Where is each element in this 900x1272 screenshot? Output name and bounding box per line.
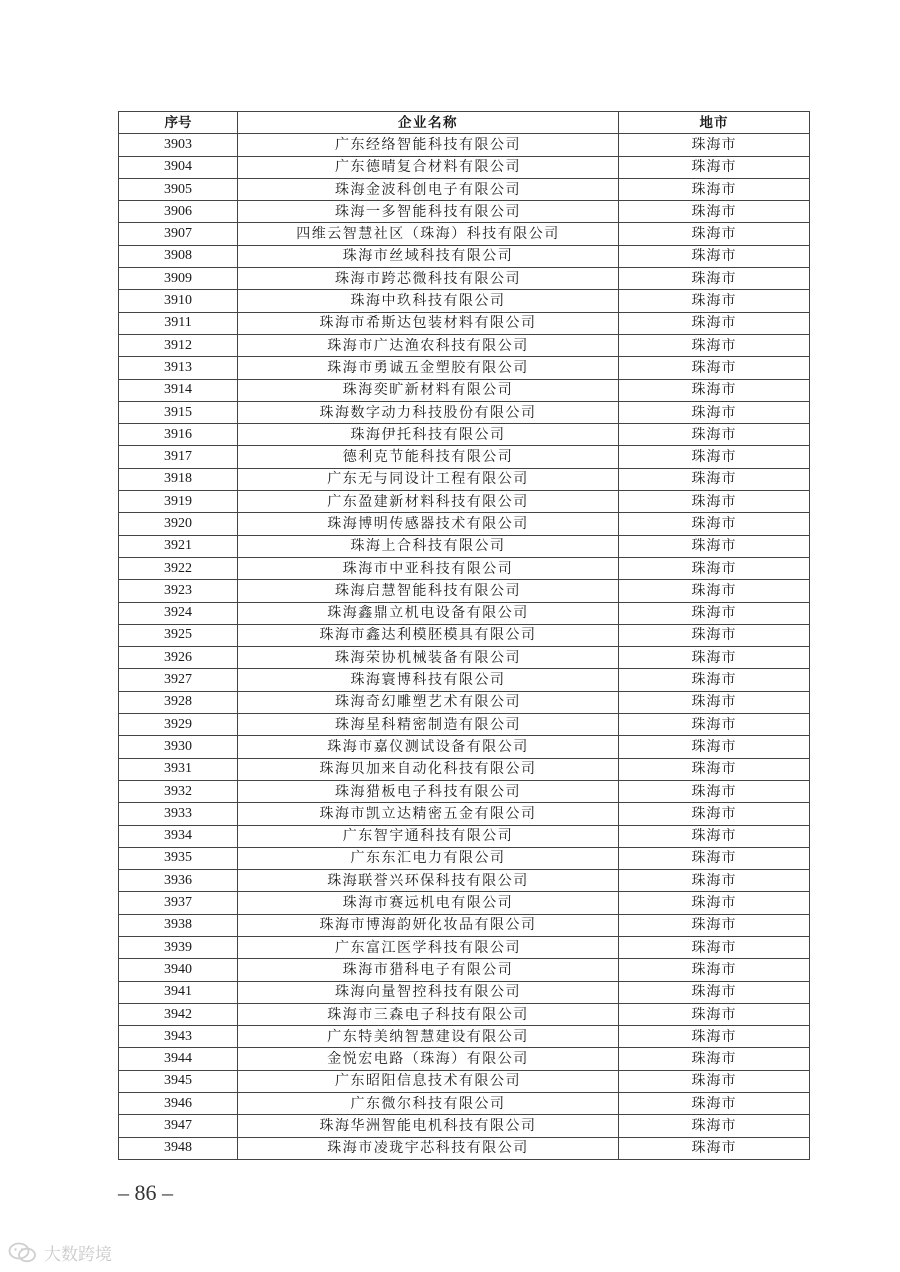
row-index: 3912 xyxy=(119,334,238,356)
row-index: 3942 xyxy=(119,1003,238,1025)
row-city: 珠海市 xyxy=(619,602,810,624)
row-index: 3920 xyxy=(119,513,238,535)
row-index: 3938 xyxy=(119,914,238,936)
row-index: 3936 xyxy=(119,870,238,892)
row-company-name: 广东无与同设计工程有限公司 xyxy=(238,468,619,490)
row-index: 3910 xyxy=(119,290,238,312)
row-company-name: 珠海市嘉仪测试设备有限公司 xyxy=(238,736,619,758)
table-row xyxy=(119,513,810,535)
table-row xyxy=(119,870,810,892)
table-row xyxy=(119,647,810,669)
row-city: 珠海市 xyxy=(619,914,810,936)
row-index: 3924 xyxy=(119,602,238,624)
row-city: 珠海市 xyxy=(619,624,810,646)
row-index: 3940 xyxy=(119,959,238,981)
table-row xyxy=(119,691,810,713)
row-city: 珠海市 xyxy=(619,401,810,423)
table-row xyxy=(119,1026,810,1048)
table-row xyxy=(119,424,810,446)
row-company-name: 广东东汇电力有限公司 xyxy=(238,847,619,869)
row-city: 珠海市 xyxy=(619,424,810,446)
table-body xyxy=(119,134,810,1160)
row-city: 珠海市 xyxy=(619,379,810,401)
table-row xyxy=(119,178,810,200)
row-city: 珠海市 xyxy=(619,736,810,758)
row-index: 3923 xyxy=(119,580,238,602)
row-city: 珠海市 xyxy=(619,468,810,490)
wechat-logo-icon xyxy=(8,1241,38,1265)
row-company-name: 珠海向量智控科技有限公司 xyxy=(238,981,619,1003)
row-company-name: 珠海数字动力科技股份有限公司 xyxy=(238,401,619,423)
row-index: 3926 xyxy=(119,647,238,669)
table-row xyxy=(119,736,810,758)
watermark xyxy=(8,1240,112,1265)
header-city: 地市 xyxy=(619,112,810,134)
table-row xyxy=(119,624,810,646)
watermark-text: 大数跨境 xyxy=(44,1245,112,1265)
row-index: 3927 xyxy=(119,669,238,691)
row-company-name: 珠海鑫鼎立机电设备有限公司 xyxy=(238,602,619,624)
table-row xyxy=(119,803,810,825)
row-company-name: 珠海市广达渔农科技有限公司 xyxy=(238,334,619,356)
row-company-name: 珠海寰博科技有限公司 xyxy=(238,669,619,691)
table-row xyxy=(119,1003,810,1025)
row-city: 珠海市 xyxy=(619,1115,810,1137)
row-index: 3922 xyxy=(119,557,238,579)
row-company-name: 珠海市博海韵妍化妆品有限公司 xyxy=(238,914,619,936)
table-row xyxy=(119,602,810,624)
row-city: 珠海市 xyxy=(619,580,810,602)
table-row xyxy=(119,1070,810,1092)
row-company-name: 珠海市猎科电子有限公司 xyxy=(238,959,619,981)
table-row xyxy=(119,156,810,178)
table-row xyxy=(119,847,810,869)
row-city: 珠海市 xyxy=(619,981,810,1003)
table-row xyxy=(119,491,810,513)
row-city: 珠海市 xyxy=(619,780,810,802)
row-index: 3905 xyxy=(119,178,238,200)
row-index: 3928 xyxy=(119,691,238,713)
row-city: 珠海市 xyxy=(619,714,810,736)
row-city: 珠海市 xyxy=(619,1048,810,1070)
row-index: 3918 xyxy=(119,468,238,490)
row-company-name: 珠海市鑫达利模胚模具有限公司 xyxy=(238,624,619,646)
row-company-name: 德利克节能科技有限公司 xyxy=(238,446,619,468)
row-city: 珠海市 xyxy=(619,334,810,356)
table-row xyxy=(119,780,810,802)
table-row xyxy=(119,1137,810,1159)
row-index: 3904 xyxy=(119,156,238,178)
row-city: 珠海市 xyxy=(619,825,810,847)
row-city: 珠海市 xyxy=(619,669,810,691)
row-index: 3921 xyxy=(119,535,238,557)
table-row xyxy=(119,825,810,847)
row-index: 3945 xyxy=(119,1070,238,1092)
table-row xyxy=(119,758,810,780)
table-row xyxy=(119,936,810,958)
table-row xyxy=(119,1093,810,1115)
row-index: 3930 xyxy=(119,736,238,758)
row-index: 3915 xyxy=(119,401,238,423)
row-index: 3947 xyxy=(119,1115,238,1137)
table-row xyxy=(119,669,810,691)
row-company-name: 珠海市勇诚五金塑胶有限公司 xyxy=(238,357,619,379)
row-company-name: 金悦宏电路（珠海）有限公司 xyxy=(238,1048,619,1070)
row-city: 珠海市 xyxy=(619,647,810,669)
row-index: 3929 xyxy=(119,714,238,736)
header-index: 序号 xyxy=(119,112,238,134)
table-row xyxy=(119,290,810,312)
row-index: 3908 xyxy=(119,245,238,267)
table-row xyxy=(119,334,810,356)
row-city: 珠海市 xyxy=(619,513,810,535)
table-row xyxy=(119,312,810,334)
row-company-name: 珠海博明传感器技术有限公司 xyxy=(238,513,619,535)
row-company-name: 珠海星科精密制造有限公司 xyxy=(238,714,619,736)
row-index: 3944 xyxy=(119,1048,238,1070)
row-city: 珠海市 xyxy=(619,446,810,468)
row-index: 3937 xyxy=(119,892,238,914)
row-index: 3933 xyxy=(119,803,238,825)
row-city: 珠海市 xyxy=(619,491,810,513)
row-index: 3916 xyxy=(119,424,238,446)
table-row xyxy=(119,959,810,981)
table-row xyxy=(119,580,810,602)
row-index: 3934 xyxy=(119,825,238,847)
row-city: 珠海市 xyxy=(619,959,810,981)
table-row xyxy=(119,401,810,423)
row-index: 3925 xyxy=(119,624,238,646)
row-company-name: 广东德晴复合材料有限公司 xyxy=(238,156,619,178)
row-company-name: 珠海贝加来自动化科技有限公司 xyxy=(238,758,619,780)
row-index: 3935 xyxy=(119,847,238,869)
row-company-name: 珠海中玖科技有限公司 xyxy=(238,290,619,312)
row-city: 珠海市 xyxy=(619,847,810,869)
row-company-name: 珠海市中亚科技有限公司 xyxy=(238,557,619,579)
row-company-name: 四维云智慧社区（珠海）科技有限公司 xyxy=(238,223,619,245)
row-company-name: 珠海猎板电子科技有限公司 xyxy=(238,780,619,802)
row-index: 3948 xyxy=(119,1137,238,1159)
row-city: 珠海市 xyxy=(619,1093,810,1115)
table-row xyxy=(119,245,810,267)
row-city: 珠海市 xyxy=(619,1070,810,1092)
table-row xyxy=(119,535,810,557)
row-company-name: 广东富江医学科技有限公司 xyxy=(238,936,619,958)
row-index: 3903 xyxy=(119,134,238,156)
table-row xyxy=(119,201,810,223)
page-number: – 86 – xyxy=(118,1180,173,1205)
row-city: 珠海市 xyxy=(619,758,810,780)
table-row xyxy=(119,981,810,1003)
row-city: 珠海市 xyxy=(619,803,810,825)
row-city: 珠海市 xyxy=(619,156,810,178)
row-company-name: 广东昭阳信息技术有限公司 xyxy=(238,1070,619,1092)
row-index: 3911 xyxy=(119,312,238,334)
table-row xyxy=(119,1115,810,1137)
row-company-name: 珠海联誉兴环保科技有限公司 xyxy=(238,870,619,892)
row-city: 珠海市 xyxy=(619,312,810,334)
row-index: 3909 xyxy=(119,268,238,290)
table-row xyxy=(119,379,810,401)
row-city: 珠海市 xyxy=(619,357,810,379)
row-company-name: 珠海上合科技有限公司 xyxy=(238,535,619,557)
row-index: 3907 xyxy=(119,223,238,245)
row-company-name: 广东盈建新材料科技有限公司 xyxy=(238,491,619,513)
row-index: 3913 xyxy=(119,357,238,379)
row-city: 珠海市 xyxy=(619,557,810,579)
row-company-name: 广东智宇通科技有限公司 xyxy=(238,825,619,847)
row-company-name: 珠海华洲智能电机科技有限公司 xyxy=(238,1115,619,1137)
row-city: 珠海市 xyxy=(619,223,810,245)
row-index: 3919 xyxy=(119,491,238,513)
table-row xyxy=(119,914,810,936)
row-city: 珠海市 xyxy=(619,268,810,290)
row-company-name: 珠海一多智能科技有限公司 xyxy=(238,201,619,223)
row-index: 3917 xyxy=(119,446,238,468)
row-city: 珠海市 xyxy=(619,290,810,312)
row-city: 珠海市 xyxy=(619,1003,810,1025)
table-row xyxy=(119,223,810,245)
table-row xyxy=(119,1048,810,1070)
row-index: 3939 xyxy=(119,936,238,958)
table-row xyxy=(119,714,810,736)
row-company-name: 珠海荣协机械装备有限公司 xyxy=(238,647,619,669)
row-company-name: 珠海伊托科技有限公司 xyxy=(238,424,619,446)
row-company-name: 珠海奕旷新材料有限公司 xyxy=(238,379,619,401)
row-city: 珠海市 xyxy=(619,178,810,200)
row-index: 3914 xyxy=(119,379,238,401)
row-index: 3931 xyxy=(119,758,238,780)
table-row xyxy=(119,892,810,914)
row-index: 3906 xyxy=(119,201,238,223)
row-city: 珠海市 xyxy=(619,691,810,713)
row-company-name: 珠海市凌珑宇芯科技有限公司 xyxy=(238,1137,619,1159)
table-row xyxy=(119,446,810,468)
row-city: 珠海市 xyxy=(619,201,810,223)
row-company-name: 珠海市跨芯微科技有限公司 xyxy=(238,268,619,290)
table-row xyxy=(119,134,810,156)
row-city: 珠海市 xyxy=(619,1137,810,1159)
row-company-name: 珠海启慧智能科技有限公司 xyxy=(238,580,619,602)
row-company-name: 珠海市丝域科技有限公司 xyxy=(238,245,619,267)
row-company-name: 广东微尔科技有限公司 xyxy=(238,1093,619,1115)
row-company-name: 珠海市三森电子科技有限公司 xyxy=(238,1003,619,1025)
row-index: 3946 xyxy=(119,1093,238,1115)
row-index: 3941 xyxy=(119,981,238,1003)
row-company-name: 珠海奇幻雕塑艺术有限公司 xyxy=(238,691,619,713)
row-company-name: 珠海金波科创电子有限公司 xyxy=(238,178,619,200)
table-row xyxy=(119,468,810,490)
table-row xyxy=(119,357,810,379)
row-city: 珠海市 xyxy=(619,1026,810,1048)
row-company-name: 广东特美纳智慧建设有限公司 xyxy=(238,1026,619,1048)
row-city: 珠海市 xyxy=(619,870,810,892)
row-company-name: 珠海市希斯达包装材料有限公司 xyxy=(238,312,619,334)
row-city: 珠海市 xyxy=(619,535,810,557)
row-city: 珠海市 xyxy=(619,892,810,914)
header-company-name: 企业名称 xyxy=(238,112,619,134)
table-row xyxy=(119,268,810,290)
row-company-name: 珠海市赛远机电有限公司 xyxy=(238,892,619,914)
row-city: 珠海市 xyxy=(619,134,810,156)
row-company-name: 广东经络智能科技有限公司 xyxy=(238,134,619,156)
row-index: 3943 xyxy=(119,1026,238,1048)
row-city: 珠海市 xyxy=(619,245,810,267)
row-index: 3932 xyxy=(119,780,238,802)
table-row xyxy=(119,557,810,579)
row-company-name: 珠海市凯立达精密五金有限公司 xyxy=(238,803,619,825)
table-header-row xyxy=(119,112,810,134)
row-city: 珠海市 xyxy=(619,936,810,958)
enterprise-table xyxy=(118,111,810,1160)
